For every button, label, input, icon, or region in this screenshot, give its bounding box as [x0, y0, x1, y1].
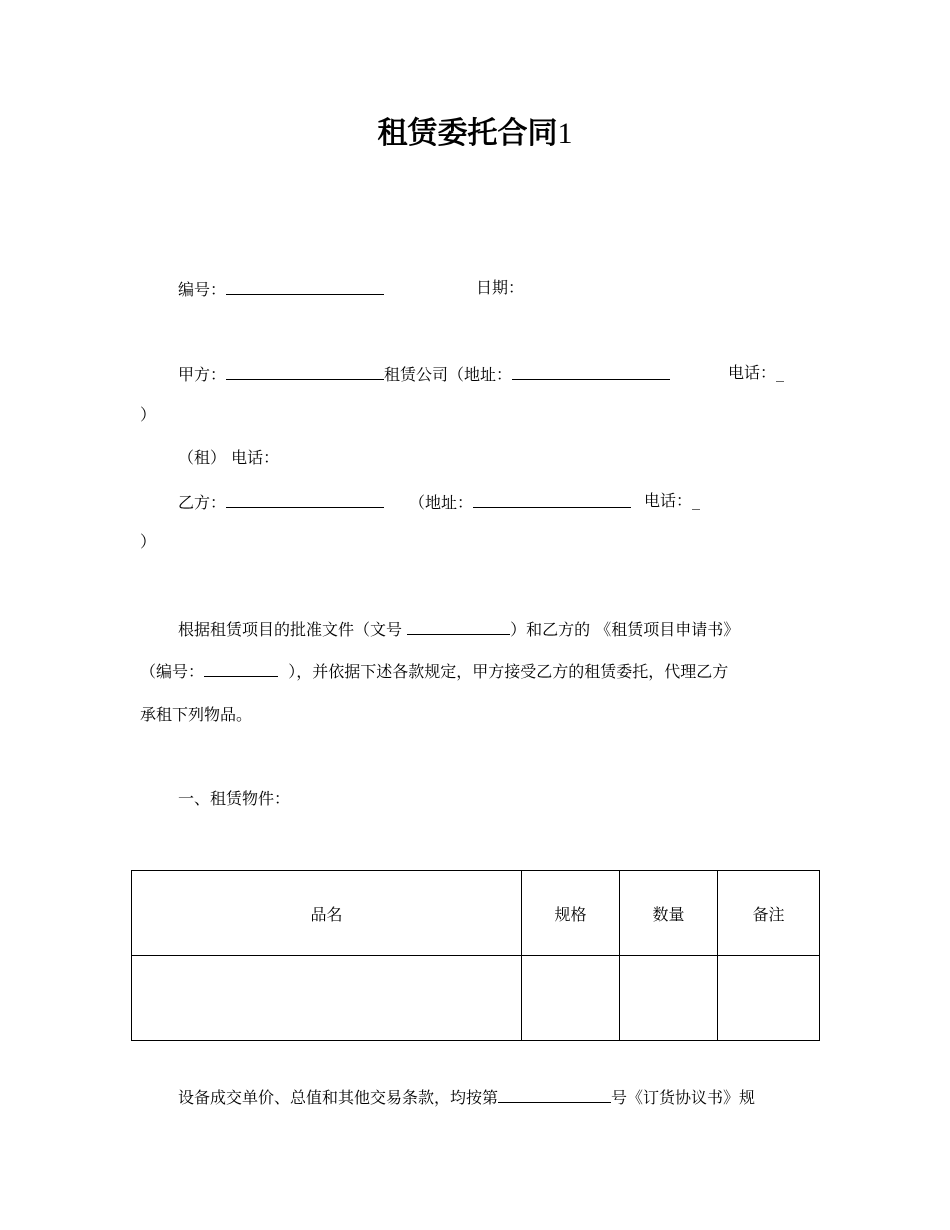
document-title: 租赁委托合同1 [377, 116, 573, 151]
intro-line-1 [178, 618, 739, 640]
intro-line-1-b: ）和乙方的 《租赁项目申请书》 [510, 620, 740, 639]
intro-line-2 [140, 660, 728, 682]
party-a-row [178, 363, 670, 385]
number-label: 编号： [178, 280, 227, 299]
cell-remarks[interactable] [718, 956, 820, 1041]
party-b-row [178, 491, 384, 513]
items-table-header-row [132, 871, 820, 956]
number-field-row [178, 278, 384, 300]
cell-spec[interactable] [522, 956, 620, 1041]
party-b-name-blank[interactable] [226, 491, 384, 508]
header-cell-quantity: 数量 [620, 871, 718, 956]
party-a-company-suffix: 租赁公司（地址： [384, 365, 513, 384]
party-a-phone-label: 电话：_ [728, 363, 785, 382]
party-b-phone-label: 电话：_ [644, 491, 701, 510]
table-row [132, 956, 820, 1041]
items-table [131, 870, 820, 1041]
cell-product-name[interactable] [132, 956, 522, 1041]
header-cell-remarks: 备注 [718, 871, 820, 956]
title-suffix: 1 [557, 117, 573, 150]
closing-line [178, 1086, 755, 1108]
party-a-address-blank[interactable] [512, 363, 670, 380]
closing-text-a: 设备成交单价、总值和其他交易条款，均按第 [178, 1088, 499, 1107]
section-1-heading: 一、租赁物件： [178, 789, 291, 808]
closing-text-b: 号《订货协议书》规 [611, 1088, 756, 1107]
party-a-close: ） [140, 405, 157, 424]
order-number-blank[interactable] [498, 1086, 611, 1103]
header-cell-spec: 规格 [522, 871, 620, 956]
party-a-name-blank[interactable] [226, 363, 384, 380]
number-blank[interactable] [226, 278, 384, 295]
date-label: 日期： [476, 278, 525, 297]
tenant-phone-line: （租） 电话： [178, 448, 280, 467]
party-b-close: ） [140, 532, 157, 551]
document-number-blank[interactable] [407, 618, 510, 635]
intro-line-2-a: （编号： [140, 662, 205, 681]
application-number-blank[interactable] [204, 660, 278, 677]
intro-line-1-a: 根据租赁项目的批准文件（文号 [178, 620, 403, 639]
cell-quantity[interactable] [620, 956, 718, 1041]
party-b-address-label: （地址： [409, 493, 474, 512]
party-b-label: 乙方： [178, 493, 227, 512]
party-b-address-row [409, 491, 631, 513]
party-a-label: 甲方： [178, 365, 227, 384]
intro-line-2-b: ），并依据下述各款规定，甲方接受乙方的租赁委托，代理乙方 [288, 662, 729, 681]
header-cell-product-name: 品名 [132, 871, 522, 956]
party-b-address-blank[interactable] [473, 491, 631, 508]
intro-line-3: 承租下列物品。 [140, 705, 253, 724]
